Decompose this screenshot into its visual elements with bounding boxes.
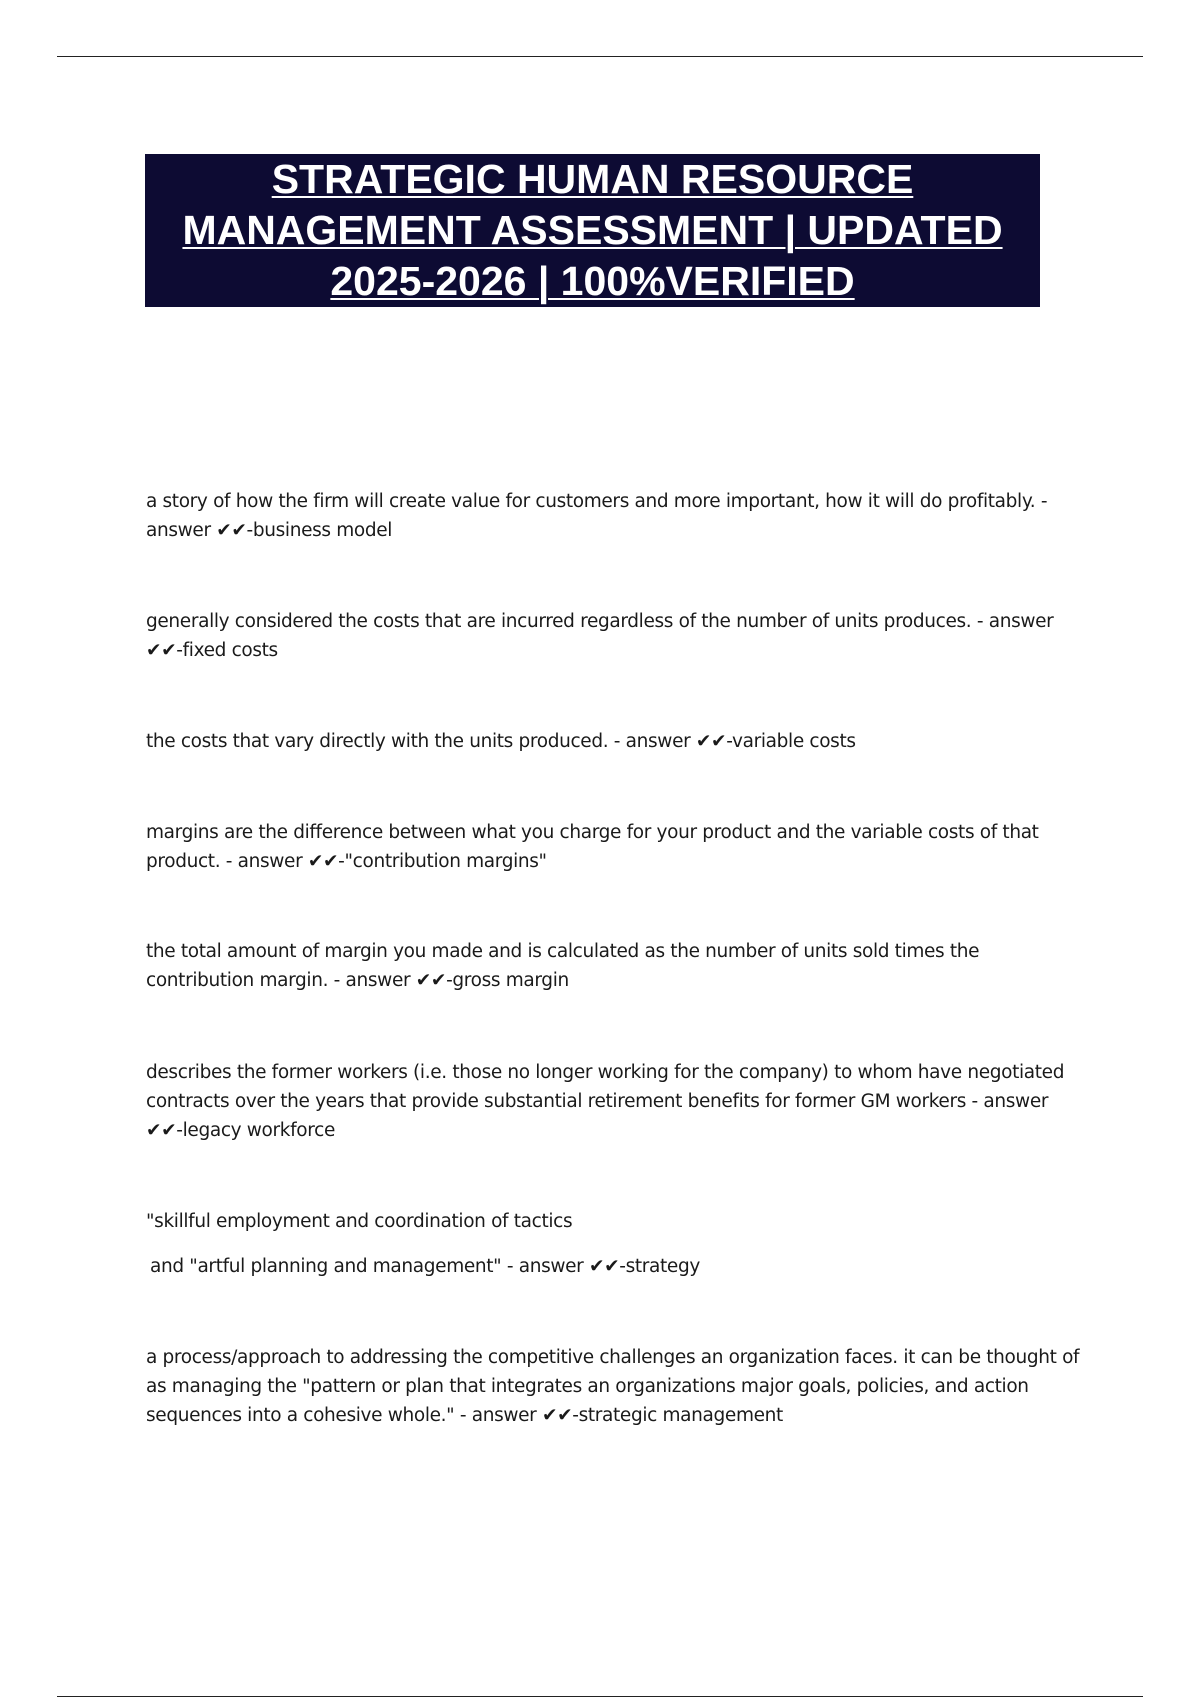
flashcard-entry-fixed-costs bbox=[146, 607, 1086, 665]
entry-line: ✔✔-fixed costs bbox=[146, 640, 278, 661]
entry-line: describes the former workers (i.e. those no longer working for the company) to whom have negotiated bbox=[146, 1062, 1065, 1083]
entry-line: generally considered the costs that are incurred regardless of the number of units produces. - answer bbox=[146, 611, 1054, 632]
entry-line: the total amount of margin you made and is calculated as the number of units sold times the bbox=[146, 941, 980, 962]
title-line-3: 2025-2026 | 100%VERIFIED bbox=[330, 258, 855, 304]
title-line-2: MANAGEMENT ASSESSMENT | UPDATED bbox=[182, 207, 1003, 253]
entry-line: contribution margin. - answer ✔✔-gross margin bbox=[146, 970, 569, 991]
entry-line: answer ✔✔-business model bbox=[146, 520, 393, 541]
entry-line: as managing the "pattern or plan that integrates an organizations major goals, policies, and action bbox=[146, 1376, 1029, 1397]
document-title bbox=[178, 154, 1006, 307]
entry-line: the costs that vary directly with the units produced. - answer ✔✔-variable costs bbox=[146, 731, 856, 752]
entry-line: contracts over the years that provide substantial retirement benefits for former GM workers - answer bbox=[146, 1091, 1049, 1112]
entry-line: margins are the difference between what you charge for your product and the variable costs of that bbox=[146, 822, 1039, 843]
flashcard-entry-gross-margin bbox=[146, 937, 1086, 995]
entry-line: ✔✔-legacy workforce bbox=[146, 1120, 335, 1141]
flashcard-entry-strategy-answer bbox=[146, 1252, 1086, 1281]
flashcard-entry-business-model bbox=[146, 487, 1086, 545]
entry-line: a story of how the firm will create value for customers and more important, how it will do profitably. - bbox=[146, 491, 1048, 512]
entry-line: and "artful planning and management" - answer ✔✔-strategy bbox=[150, 1256, 700, 1277]
bottom-rule bbox=[57, 1696, 1143, 1697]
flashcard-entry-strategic-management bbox=[146, 1343, 1086, 1430]
flashcard-entry-variable-costs bbox=[146, 727, 1086, 756]
entry-line: product. - answer ✔✔-"contribution margins" bbox=[146, 851, 547, 872]
flashcard-entry-legacy-workforce bbox=[146, 1058, 1086, 1145]
flashcard-entry-strategy-question bbox=[146, 1207, 1086, 1236]
entry-line: "skillful employment and coordination of tactics bbox=[146, 1211, 573, 1232]
title-banner bbox=[145, 154, 1040, 307]
entry-line: sequences into a cohesive whole." - answer ✔✔-strategic management bbox=[146, 1405, 783, 1426]
flashcard-entry-contribution-margins bbox=[146, 818, 1086, 876]
entry-line: a process/approach to addressing the competitive challenges an organization faces. it can be thought of bbox=[146, 1347, 1080, 1368]
title-line-1: STRATEGIC HUMAN RESOURCE bbox=[271, 156, 914, 202]
top-rule bbox=[57, 56, 1143, 57]
